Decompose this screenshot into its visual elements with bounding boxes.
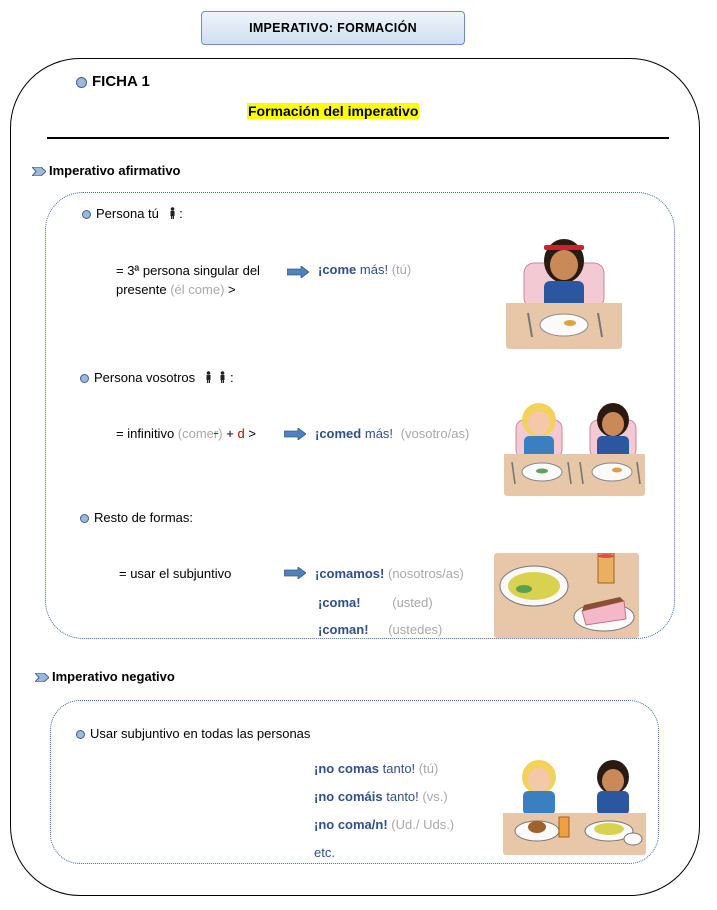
persona-vosotros-label: Persona vosotros : — [80, 370, 234, 385]
bullet-icon — [80, 374, 89, 383]
negativo-rule: Usar subjuntivo en todas las personas — [76, 726, 310, 741]
negativo-item: ¡no comáis tanto! (vs.) — [314, 789, 448, 804]
page-header — [201, 11, 465, 45]
food-plates-illustration — [494, 553, 639, 638]
ficha-title: Formación del imperativo — [248, 103, 419, 119]
section-negativo-heading — [35, 669, 175, 684]
bullet-icon — [76, 77, 87, 88]
bullet-icon — [82, 210, 91, 219]
arrow-right-icon — [287, 266, 309, 278]
ficha-label-text: FICHA 1 — [92, 73, 150, 90]
ficha-label — [76, 73, 150, 90]
arrow-right-icon — [284, 567, 306, 579]
resto-form-item: ¡coman! (ustedes) — [318, 622, 443, 637]
bullet-icon — [80, 514, 89, 523]
two-girls-at-table-illustration — [504, 398, 645, 496]
bullet-icon — [76, 730, 85, 739]
persona-vosotros-result: ¡comed más! (vosotro/as) — [315, 426, 470, 441]
negativo-etc: etc. — [314, 845, 335, 860]
girl-at-table-illustration — [506, 233, 622, 349]
section-negativo-label: Imperativo negativo — [52, 669, 175, 684]
person-icon — [219, 371, 226, 383]
divider — [47, 137, 669, 139]
person-icon — [205, 371, 212, 383]
resto-formas-label: Resto de formas: — [80, 510, 193, 525]
arrow-right-icon — [284, 428, 306, 440]
section-afirmativo-label: Imperativo afirmativo — [49, 163, 181, 178]
persona-tu-label: Persona tú : — [82, 206, 183, 221]
header-title: IMPERATIVO: FORMACIÓN — [249, 21, 417, 35]
resto-formas-rule: = usar el subjuntivo — [119, 566, 232, 581]
chevron-right-icon — [35, 673, 49, 682]
section-afirmativo-heading — [32, 163, 181, 178]
resto-form-item: ¡coma! (usted) — [318, 595, 433, 610]
person-icon — [169, 207, 176, 219]
girls-eating-illustration — [503, 757, 646, 855]
chevron-right-icon — [32, 167, 46, 176]
negativo-item: ¡no comas tanto! (tú) — [314, 761, 439, 776]
persona-tu-result: ¡come más! (tú) — [318, 262, 412, 277]
persona-tu-rule: = 3ª persona singular del presente (él come) > — [116, 263, 260, 297]
persona-vosotros-rule: = infinitivo (comer) + d > — [116, 426, 256, 441]
negativo-item: ¡no coma/n! (Ud./ Uds.) — [314, 817, 455, 832]
resto-form-item: ¡comamos! (nosotros/as) — [315, 566, 464, 581]
